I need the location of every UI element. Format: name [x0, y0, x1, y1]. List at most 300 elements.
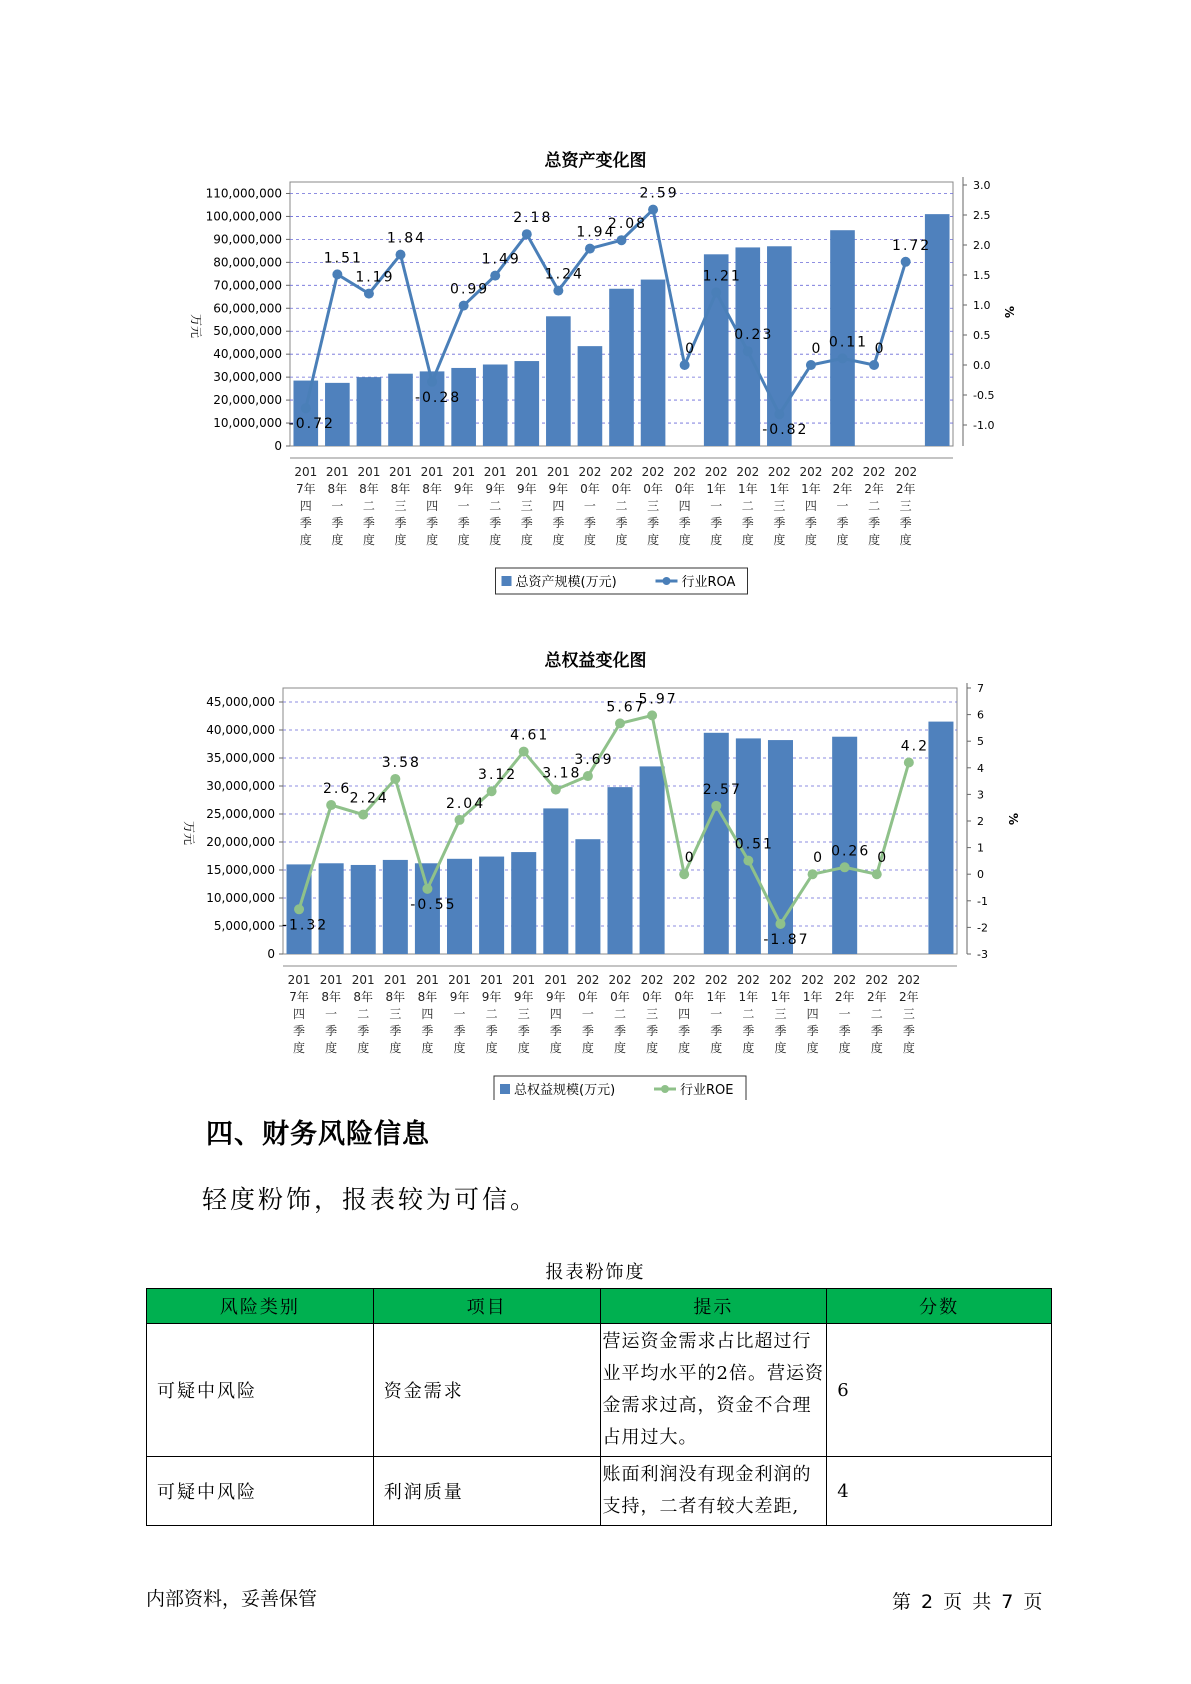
bar	[928, 722, 953, 954]
category-tick-label: 9年	[449, 990, 470, 1004]
category-tick-label: 202	[704, 465, 728, 479]
point-label: 0.51	[734, 836, 774, 853]
category-tick-label: 季	[710, 1024, 723, 1038]
category-tick-label: 四	[549, 1007, 562, 1021]
category-tick-label: 度	[549, 1041, 562, 1055]
total-asset-chart	[0, 168, 1191, 598]
bar	[383, 860, 408, 954]
category-tick-label: 201	[544, 973, 568, 987]
cell-category: 可疑中风险	[147, 1324, 374, 1457]
right-tick-label: 1.5	[973, 269, 991, 282]
category-tick-label: 三	[520, 499, 533, 513]
point-label: 5.67	[606, 699, 646, 716]
category-tick-label: 季	[806, 1024, 819, 1038]
category-tick-label: 201	[452, 465, 476, 479]
category-tick-label: 度	[870, 1041, 883, 1055]
left-axis-title: 万元	[182, 821, 196, 846]
legend-bar-label: 总资产规模(万元)	[515, 575, 617, 590]
category-tick-label: 度	[836, 533, 849, 547]
category-tick-label: 度	[453, 1041, 466, 1055]
cell-tip: 营运资金需求占比超过行业平均水平的2倍。营运资金需求过高，资金不合理占用过大。	[600, 1324, 827, 1457]
bar	[609, 289, 634, 446]
table-caption: 报表粉饰度	[545, 1262, 646, 1283]
point-label: -0.55	[410, 896, 457, 913]
point-label: 0	[811, 341, 823, 357]
point-label: 2.59	[639, 185, 679, 202]
right-tick-label: 2.0	[973, 239, 991, 252]
category-tick-label: 四	[806, 1007, 819, 1021]
category-tick-label: 季	[457, 516, 470, 530]
bar	[546, 316, 571, 446]
category-tick-label: 9年	[513, 990, 534, 1004]
category-tick-label: 四	[293, 1007, 306, 1021]
series-point	[711, 287, 721, 297]
category-tick-label: 三	[389, 1007, 402, 1021]
category-tick-label: 8年	[321, 990, 341, 1004]
category-tick-label: 季	[646, 1024, 659, 1038]
category-tick-label: 度	[362, 533, 375, 547]
right-tick-label: 0.0	[973, 359, 991, 372]
category-tick-label: 度	[581, 1041, 594, 1055]
category-tick-label: 201	[357, 465, 381, 479]
category-tick-label: 度	[613, 1041, 627, 1055]
series-point	[615, 718, 625, 728]
category-tick-label: 季	[899, 516, 912, 530]
left-tick-label: 110,000,000	[205, 186, 282, 201]
category-tick-label: 四	[426, 499, 439, 513]
bar	[479, 857, 504, 954]
category-tick-label: 0年	[610, 990, 630, 1004]
category-tick-label: 201	[415, 973, 439, 987]
bar	[704, 733, 729, 954]
category-tick-label: 202	[578, 465, 602, 479]
right-tick-label: 1.0	[973, 299, 991, 312]
category-tick-label: 9年	[548, 482, 569, 496]
right-tick-label: 4	[977, 761, 984, 775]
category-tick-label: 季	[742, 1024, 755, 1038]
point-label: 2.6	[323, 781, 352, 798]
category-tick-label: 1年	[802, 990, 823, 1004]
category-tick-label: 二	[741, 499, 754, 513]
right-tick-label: 3	[977, 788, 984, 802]
series-point	[459, 301, 469, 311]
category-tick-label: 201	[389, 465, 412, 479]
bar	[641, 280, 666, 446]
category-tick-label: 季	[517, 1024, 530, 1038]
footer-page-number: 第 2 页 共 7 页	[892, 1591, 1043, 1613]
series-point	[364, 289, 374, 299]
point-label: 3.69	[574, 752, 614, 769]
category-tick-label: 8年	[422, 482, 442, 496]
category-tick-label: 202	[897, 973, 921, 987]
category-tick-label: 度	[389, 1041, 402, 1055]
category-tick-label: 7年	[289, 990, 309, 1004]
category-tick-label: 四	[678, 1007, 691, 1021]
category-tick-label: 度	[357, 1041, 370, 1055]
legend-line-marker	[661, 1085, 669, 1093]
right-tick-label: 5	[977, 735, 984, 749]
category-tick-label: 度	[806, 1041, 819, 1055]
category-tick-label: 三	[647, 499, 660, 513]
point-label: 0	[685, 341, 697, 357]
series-point	[490, 271, 500, 281]
category-tick-label: 度	[710, 1041, 723, 1055]
category-tick-label: 201	[546, 465, 570, 479]
category-tick-label: 度	[457, 533, 470, 547]
category-tick-label: 度	[647, 533, 660, 547]
category-tick-label: 季	[615, 516, 628, 530]
category-tick-label: 季	[552, 516, 565, 530]
series-point	[551, 785, 561, 795]
category-tick-label: 201	[319, 973, 343, 987]
right-tick-label: -2	[977, 921, 988, 935]
bar	[575, 839, 600, 954]
point-label: 1.84	[386, 230, 427, 247]
series-point	[422, 884, 432, 894]
category-tick-label: 四	[552, 499, 565, 513]
category-tick-label: 8年	[390, 482, 411, 496]
right-tick-label: 2	[977, 815, 984, 828]
series-point	[585, 244, 595, 254]
series-point	[396, 250, 406, 260]
risk-summary: 轻度粉饰，报表较为可信。	[202, 1185, 539, 1214]
point-label: 4.61	[510, 727, 550, 744]
category-tick-label: 度	[615, 533, 628, 547]
cell-item: 资金需求	[373, 1324, 600, 1457]
point-label: 2.04	[445, 795, 486, 812]
point-label: 0.11	[828, 334, 869, 351]
category-tick-label: 一	[583, 499, 596, 513]
series-point	[711, 801, 721, 811]
category-tick-label: 季	[394, 516, 407, 530]
category-tick-label: 二	[870, 1007, 883, 1021]
category-tick-label: 0年	[580, 482, 600, 496]
point-label: 1.49	[481, 251, 521, 268]
right-tick-label: 0.5	[973, 329, 991, 342]
left-tick-label: 70,000,000	[213, 278, 282, 293]
series-point	[332, 269, 342, 279]
series-point	[326, 800, 336, 810]
bar	[578, 346, 603, 446]
category-tick-label: 季	[453, 1024, 466, 1038]
category-tick-label: 2年	[866, 990, 887, 1004]
point-label: 0.99	[450, 281, 490, 298]
series-point	[519, 747, 529, 757]
category-tick-label: 三	[646, 1007, 659, 1021]
left-tick-label: 30,000,000	[213, 370, 282, 385]
category-tick-label: 三	[899, 499, 912, 513]
category-tick-label: 201	[287, 973, 311, 987]
right-tick-label: -1.0	[973, 419, 995, 432]
point-label: 0	[684, 850, 696, 867]
category-tick-label: 1年	[738, 990, 759, 1004]
category-tick-label: 季	[774, 1024, 787, 1038]
point-label: 0	[877, 850, 889, 867]
category-tick-label: 度	[902, 1041, 915, 1055]
category-tick-label: 度	[421, 1041, 434, 1055]
category-tick-label: 一	[331, 499, 344, 513]
category-tick-label: 202	[736, 973, 760, 987]
header-tip: 提示	[600, 1289, 827, 1324]
header-item: 项目	[373, 1289, 600, 1324]
legend-line-marker	[663, 577, 671, 585]
left-axis-title: 万元	[189, 314, 203, 339]
left-tick-label: 45,000,000	[206, 695, 275, 709]
category-tick-label: 度	[838, 1041, 851, 1055]
series-point	[775, 919, 785, 929]
left-tick-label: 90,000,000	[213, 232, 282, 247]
category-tick-label: 202	[894, 465, 918, 479]
cell-category: 可疑中风险	[147, 1457, 374, 1526]
legend-line-label: 行业ROA	[681, 575, 736, 590]
category-tick-label: 二	[362, 499, 375, 513]
category-tick-label: 季	[613, 1024, 627, 1038]
bar	[351, 865, 376, 954]
category-tick-label: 二	[615, 499, 628, 513]
category-tick-label: 201	[420, 465, 444, 479]
total-equity-chart	[0, 670, 1191, 1100]
category-tick-label: 二	[489, 499, 502, 513]
series-point	[806, 360, 816, 370]
left-tick-label: 5,000,000	[213, 919, 275, 933]
category-tick-label: 三	[773, 499, 786, 513]
right-tick-label: -3	[977, 948, 988, 961]
category-tick-label: 季	[773, 516, 786, 530]
series-point	[808, 869, 818, 879]
category-tick-label: 季	[838, 1024, 851, 1038]
category-tick-label: 季	[293, 1024, 306, 1038]
category-tick-label: 202	[767, 465, 791, 479]
bar	[325, 383, 350, 446]
right-tick-label: 0	[977, 868, 984, 882]
category-tick-label: 1年	[769, 482, 790, 496]
category-tick-label: 度	[868, 533, 881, 547]
category-tick-label: 202	[736, 465, 760, 479]
equity-chart-title: 总权益变化图	[544, 651, 647, 671]
category-tick-label: 一	[710, 499, 723, 513]
category-tick-label: 202	[833, 973, 857, 987]
series-point	[553, 286, 563, 296]
series-point	[358, 810, 368, 820]
bar	[319, 863, 344, 954]
cell-item: 利润质量	[373, 1457, 600, 1526]
category-tick-label: 8年	[417, 990, 438, 1004]
left-tick-label: 0	[267, 947, 275, 961]
category-tick-label: 202	[672, 973, 696, 987]
category-tick-label: 四	[804, 499, 817, 513]
category-tick-label: 季	[331, 516, 344, 530]
category-tick-label: 度	[517, 1041, 530, 1055]
category-tick-label: 季	[389, 1024, 402, 1038]
category-tick-label: 一	[710, 1007, 723, 1021]
point-label: 2.57	[702, 781, 742, 798]
category-tick-label: 三	[394, 499, 407, 513]
point-label: -1.32	[281, 917, 329, 934]
left-tick-label: 100,000,000	[205, 209, 282, 224]
category-tick-label: 2年	[895, 482, 916, 496]
category-tick-label: 度	[773, 533, 786, 547]
series-point	[904, 757, 914, 767]
series-point	[583, 771, 593, 781]
right-tick-label: 1	[977, 841, 984, 855]
left-tick-label: 25,000,000	[206, 807, 275, 821]
category-tick-label: 201	[294, 465, 318, 479]
category-tick-label: 1年	[706, 990, 727, 1004]
category-tick-label: 季	[357, 1024, 370, 1038]
category-tick-label: 季	[678, 1024, 691, 1038]
category-tick-label: 201	[512, 973, 536, 987]
left-tick-label: 20,000,000	[213, 393, 282, 408]
category-tick-label: 季	[581, 1024, 594, 1038]
category-tick-label: 度	[552, 533, 565, 547]
category-tick-label: 1年	[770, 990, 791, 1004]
left-tick-label: 20,000,000	[206, 835, 275, 849]
bar	[357, 377, 382, 446]
series-point	[522, 229, 532, 239]
point-label: 3.18	[542, 765, 582, 782]
bar	[543, 808, 568, 954]
point-label: -0.82	[762, 422, 809, 439]
category-tick-label: 8年	[327, 482, 348, 496]
category-tick-label: 202	[673, 465, 697, 479]
legend-bar-swatch	[500, 1084, 510, 1094]
legend-bar-swatch	[502, 576, 512, 586]
bar	[514, 361, 539, 446]
point-label: -1.87	[763, 931, 810, 948]
series-point	[679, 869, 689, 879]
right-tick-label: 3.0	[973, 179, 991, 192]
category-tick-label: 四	[421, 1007, 434, 1021]
risk-table	[146, 1288, 1052, 1526]
bar	[451, 368, 476, 446]
right-axis-title: %	[1006, 813, 1020, 826]
category-tick-label: 8年	[353, 990, 374, 1004]
bar	[483, 365, 508, 446]
category-tick-label: 0年	[642, 990, 662, 1004]
asset-chart-title: 总资产变化图	[544, 151, 647, 171]
category-tick-label: 202	[641, 465, 665, 479]
category-tick-label: 0年	[674, 482, 695, 496]
series-point	[838, 353, 848, 363]
category-tick-label: 季	[710, 516, 723, 530]
bar	[293, 381, 318, 446]
category-tick-label: 三	[774, 1007, 787, 1021]
point-label: 1.21	[702, 268, 742, 285]
category-tick-label: 三	[517, 1007, 530, 1021]
category-tick-label: 一	[325, 1007, 338, 1021]
category-tick-label: 201	[325, 465, 349, 479]
left-tick-label: 80,000,000	[213, 255, 282, 270]
series-point	[390, 774, 400, 784]
category-tick-label: 201	[351, 973, 375, 987]
left-tick-label: 10,000,000	[206, 891, 275, 905]
category-tick-label: 度	[742, 1041, 755, 1055]
category-tick-label: 一	[581, 1007, 594, 1021]
point-label: 0.26	[831, 843, 871, 860]
category-tick-label: 度	[293, 1041, 306, 1055]
category-tick-label: 度	[899, 533, 912, 547]
point-label: 2.18	[513, 210, 553, 227]
category-tick-label: 202	[799, 465, 823, 479]
bar	[388, 374, 413, 446]
series-point	[774, 409, 784, 419]
category-tick-label: 度	[583, 533, 596, 547]
category-tick-label: 8年	[385, 990, 406, 1004]
category-tick-label: 202	[865, 973, 889, 987]
series-point	[301, 403, 311, 413]
point-label: 3.58	[381, 754, 421, 771]
series-point	[901, 257, 911, 267]
right-tick-label: -0.5	[973, 389, 995, 402]
bar	[640, 766, 665, 954]
left-tick-label: 60,000,000	[213, 301, 282, 316]
category-tick-label: 9年	[453, 482, 474, 496]
point-label: 0	[813, 850, 825, 867]
category-tick-label: 季	[870, 1024, 883, 1038]
bar	[511, 852, 536, 954]
left-tick-label: 10,000,000	[213, 416, 282, 431]
cell-tip: 账面利润没有现金利润的支持，二者有较大差距,	[600, 1457, 827, 1526]
category-tick-label: 季	[485, 1024, 498, 1038]
category-tick-label: 度	[489, 533, 502, 547]
category-tick-label: 1年	[801, 482, 821, 496]
category-tick-label: 2年	[834, 990, 855, 1004]
category-tick-label: 202	[704, 973, 728, 987]
point-label: 3.12	[478, 767, 518, 784]
left-tick-label: 15,000,000	[206, 863, 275, 877]
category-tick-label: 9年	[481, 990, 502, 1004]
left-tick-label: 0	[274, 439, 282, 453]
point-label: 0	[874, 341, 886, 357]
category-tick-label: 0年	[674, 990, 695, 1004]
right-tick-label: -1	[977, 894, 988, 908]
category-tick-label: 季	[741, 516, 754, 530]
header-score: 分数	[827, 1289, 1052, 1324]
series-point	[294, 904, 304, 914]
category-tick-label: 0年	[611, 482, 632, 496]
category-tick-label: 一	[457, 499, 470, 513]
footer-confidential-note: 内部资料，妥善保管	[146, 1588, 318, 1610]
point-label: 1.24	[544, 266, 584, 283]
category-tick-label: 季	[489, 516, 502, 530]
category-tick-label: 2年	[864, 482, 884, 496]
series-point	[743, 856, 753, 866]
category-tick-label: 季	[299, 516, 312, 530]
category-tick-label: 季	[325, 1024, 338, 1038]
category-tick-label: 一	[453, 1007, 466, 1021]
category-tick-label: 季	[836, 516, 849, 530]
category-tick-label: 度	[741, 533, 754, 547]
category-tick-label: 度	[394, 533, 407, 547]
category-tick-label: 2年	[832, 482, 853, 496]
category-tick-label: 9年	[485, 482, 506, 496]
left-tick-label: 40,000,000	[213, 347, 282, 362]
section-heading: 四、财务风险信息	[206, 1119, 430, 1150]
cell-score: 4	[827, 1457, 1052, 1526]
category-tick-label: 度	[299, 533, 312, 547]
category-tick-label: 季	[868, 516, 881, 530]
point-label: -0.72	[288, 416, 335, 433]
category-tick-label: 二	[357, 1007, 370, 1021]
point-label: 4.2	[900, 738, 929, 755]
category-tick-label: 度	[678, 533, 691, 547]
series-point	[647, 710, 657, 720]
category-tick-label: 202	[862, 465, 886, 479]
category-tick-label: 度	[804, 533, 817, 547]
category-tick-label: 201	[483, 465, 507, 479]
series-point	[743, 346, 753, 356]
category-tick-label: 度	[325, 1041, 338, 1055]
